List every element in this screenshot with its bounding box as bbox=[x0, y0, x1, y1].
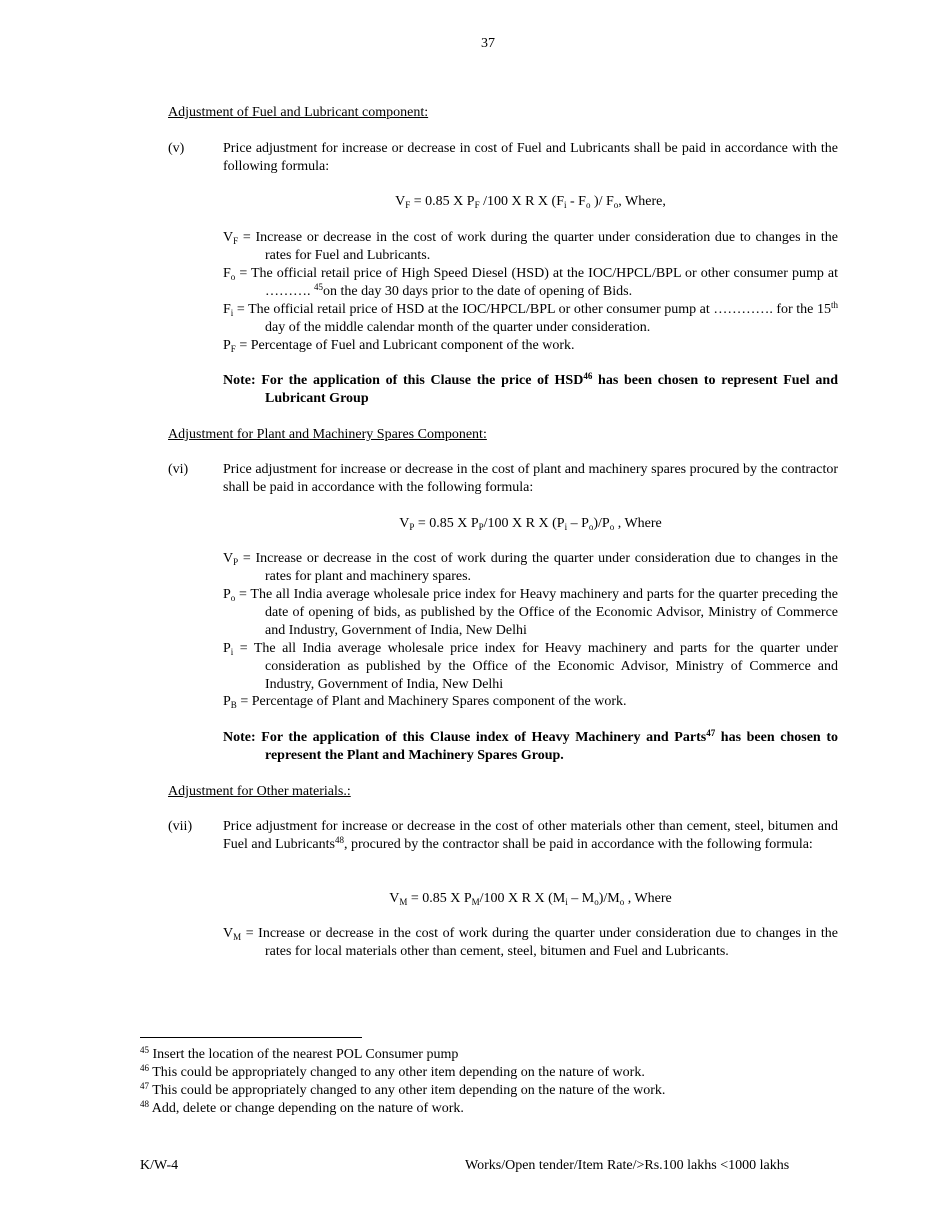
fuel-section-heading: Adjustment of Fuel and Lubricant component: bbox=[168, 105, 429, 120]
footer-document-code: K/W-4 bbox=[140, 1158, 179, 1173]
fuel-definition-fi: $F_i$ = The official retail price of HSD at the IOC/HPCL/BPL or other consumer pump at …………. for the 15th day of the middle calendar month of the quarter under consideration. bbox=[223, 300, 838, 335]
footnote-45: $^{45}$ Insert the location of the nearest POL Consumer pump bbox=[140, 1045, 459, 1062]
footnote-ref-45: 45 bbox=[314, 282, 323, 292]
footnote-46: $^{46}$ This could be appropriately changed to any other item depending on the nature of work. bbox=[140, 1063, 645, 1080]
plant-definition-po: $P_o$ = The all India average wholesale price index for Heavy machinery and parts for the quarter preceding the date of opening of bids, as published by the Office of the Economic Advisor, Ministry of Commerce and Industry, Government of India, New Delhi bbox=[223, 587, 838, 638]
plant-section-heading: Adjustment for Plant and Machinery Spares Component: bbox=[168, 427, 487, 442]
footnote-47: $^{47}$ This could be appropriately changed to any other item depending on the nature of the work. bbox=[140, 1081, 666, 1098]
other-section-heading: Adjustment for Other materials.: bbox=[168, 784, 351, 799]
other-intro-paragraph: Price adjustment for increase or decrease in the cost of other materials other than cement, steel, bitumen and Fuel and Lubricants$^{48}$, procured by the contractor shall be paid in accordance with the following formula: bbox=[223, 819, 838, 852]
other-formula: $V_M = 0.85$ X $P_M/100$ X R X $(M_i - M_o)/M_o$ , Where bbox=[389, 891, 672, 907]
fuel-clause-label: (v) bbox=[168, 141, 185, 156]
footnote-ref-46: 46 bbox=[583, 371, 593, 381]
fuel-definition-fo: $F_o$ = The official retail price of High Speed Diesel (HSD) at the IOC/HPCL/BPL or other consumer pump at ………. $^{45}$on the day 30 days prior to the date of opening of Bids. bbox=[223, 266, 838, 299]
footer-tender-type: Works/Open tender/Item Rate/>Rs.100 lakhs <1000 lakhs bbox=[465, 1158, 790, 1173]
plant-definition-vp: $V_P$ = Increase or decrease in the cost of work during the quarter under consideration due to changes in the rates for plant and machinery spares. bbox=[223, 551, 838, 584]
plant-formula: $V_P = 0.85$ X $P_P/100$ X R X $(P_i - P_o)/P_o$ , Where bbox=[399, 516, 662, 532]
footnote-48: $^{48}$ Add, delete or change depending on the nature of work. bbox=[140, 1099, 464, 1116]
fuel-definition-pf: $P_F$ = Percentage of Fuel and Lubricant component of the work. bbox=[223, 338, 575, 354]
page-number: 37 bbox=[481, 36, 495, 51]
other-definition-vm: $V_M$ = Increase or decrease in the cost of work during the quarter under consideration due to changes in the rates for local materials other than cement, steel, bitumen and Fuel and Lubricants. bbox=[223, 926, 838, 959]
fuel-note: Note: For the application of this Clause the price of HSD$^{46}$ has been chosen to represent Fuel and Lubricant Group bbox=[223, 371, 838, 406]
fuel-formula: $V_F = 0.85$ X $P_F$ /100 X R X ($F_i - F_o$ )/ $F_o$, Where, bbox=[395, 194, 666, 210]
footnote-ref-47: 47 bbox=[706, 728, 716, 738]
plant-intro-paragraph: Price adjustment for increase or decrease in the cost of plant and machinery spares procured by the contractor shall be paid in accordance with the following formula: bbox=[223, 462, 838, 495]
plant-note: Note: For the application of this Clause index of Heavy Machinery and Parts$^{47}$ has been chosen to represent the Plant and Machinery Spares Group. bbox=[223, 728, 838, 763]
plant-clause-label: (vi) bbox=[168, 462, 189, 477]
plant-definition-pi: $P_i$ = The all India average wholesale price index for Heavy machinery and parts for the quarter under consideration as published by the Office of the Economic Advisor, Ministry of Commerce and Industry, Government of India, New Delhi bbox=[223, 641, 838, 692]
other-clause-label: (vii) bbox=[168, 819, 193, 834]
footnote-ref-48: 48 bbox=[334, 835, 344, 845]
fuel-intro-paragraph: Price adjustment for increase or decrease in cost of Fuel and Lubricants shall be paid in accordance with the following formula: bbox=[223, 141, 838, 174]
fuel-definition-vf: $V_F$ = Increase or decrease in the cost of work during the quarter under consideration due to changes in the rates for Fuel and Lubricants. bbox=[223, 230, 838, 263]
plant-definition-pb: $P_B$ = Percentage of Plant and Machinery Spares component of the work. bbox=[223, 694, 627, 710]
footnote-separator bbox=[140, 1037, 362, 1038]
